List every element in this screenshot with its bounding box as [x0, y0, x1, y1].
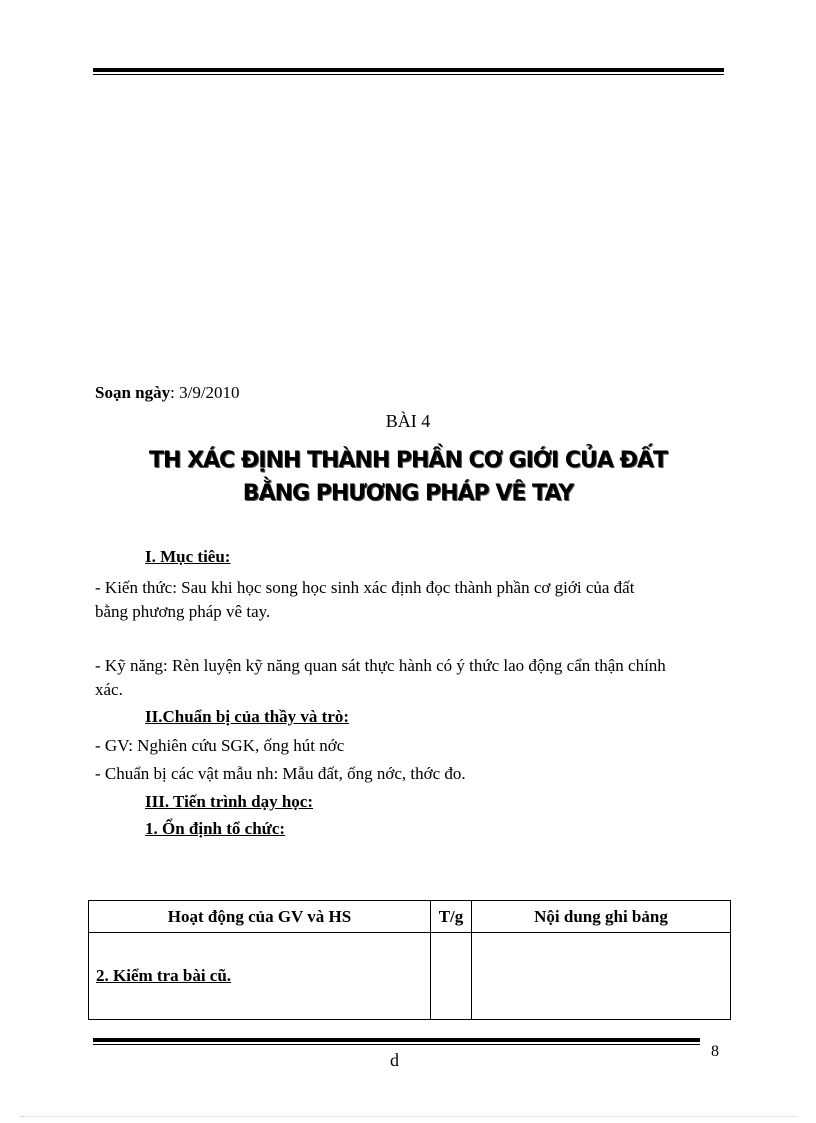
col-header-activity: Hoạt động của GV và HS — [89, 901, 431, 933]
col-header-time: T/g — [431, 901, 472, 933]
lesson-number: BÀI 4 — [385, 411, 431, 431]
date-value: : 3/9/2010 — [170, 383, 240, 402]
prep-heading: II.Chuẩn bị của thầy và trò: — [145, 707, 350, 726]
header-rule-thin — [93, 74, 724, 75]
org-heading: 1. Ổn định tổ chức: — [145, 819, 286, 838]
page-edge-dotted-line — [20, 1116, 796, 1117]
prepared-date — [95, 383, 240, 403]
cell-time — [431, 933, 472, 1020]
table-row — [89, 933, 731, 1020]
footer-rule-thick — [93, 1038, 700, 1042]
skill-line2: xác. — [95, 680, 123, 699]
footer-letter: d — [390, 1050, 399, 1070]
table-header-row — [89, 901, 731, 933]
knowledge-line2: bằng phương pháp vê tay. — [95, 602, 271, 621]
footer-rule-thin — [93, 1044, 700, 1045]
lesson-title-line2: BẰNG PHƯƠNG PHÁP VÊ TAY — [242, 481, 574, 506]
process-heading: III. Tiến trình dạy học: — [145, 792, 313, 811]
knowledge-line1: - Kiến thức: Sau khi học song học sinh xác định đọc thành phần cơ giới của đất — [95, 578, 635, 597]
header-rule-thick — [93, 68, 724, 72]
objectives-heading: I. Mục tiêu: — [145, 547, 231, 566]
col-header-content: Nội dung ghi bảng — [472, 901, 731, 933]
skill-line1: - Kỹ năng: Rèn luyện kỹ năng quan sát thực hành có ý thức lao động cẩn thận chính — [95, 656, 666, 675]
lesson-plan-table — [88, 900, 731, 1020]
cell-content — [472, 933, 731, 1020]
page-number: 8 — [711, 1043, 719, 1060]
prep-materials: - Chuẩn bị các vật mẫu nh: Mẫu đất, ống nớc, thớc đo. — [95, 764, 466, 783]
cell-activity: 2. Kiểm tra bài cũ. — [89, 933, 431, 1020]
date-label: Soạn ngày — [95, 383, 171, 402]
prep-gv: - GV: Nghiên cứu SGK, ống hút nớc — [95, 736, 345, 755]
lesson-title-line1: TH XÁC ĐỊNH THÀNH PHẦN CƠ GIỚI CỦA ĐẤT — [148, 448, 668, 473]
